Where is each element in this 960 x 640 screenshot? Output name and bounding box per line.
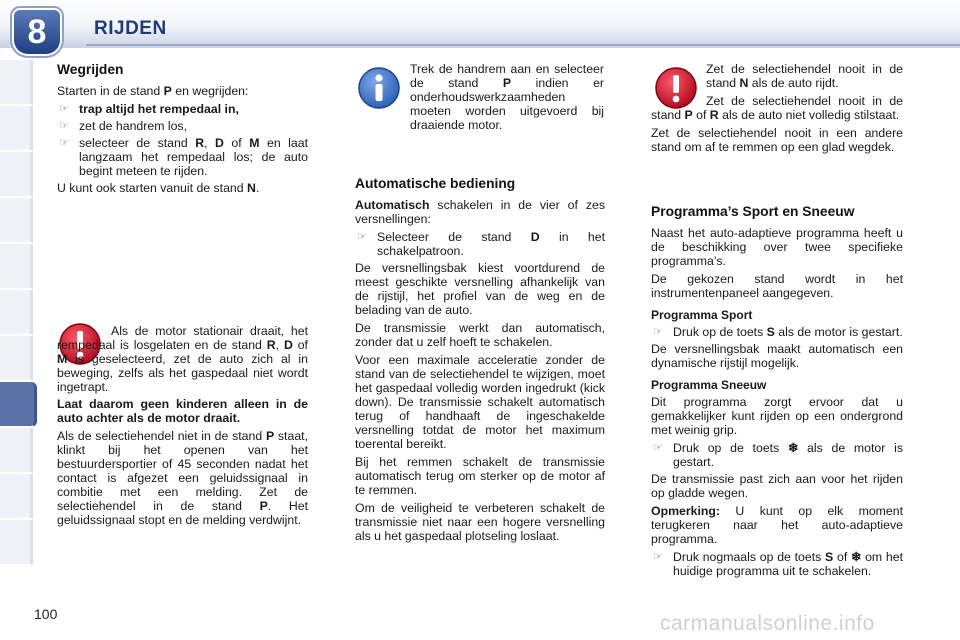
header-divider [86,44,960,46]
section-title-programmas: Programma’s Sport en Sneeuw [651,204,855,219]
pointing-hand-icon: ☞ [59,137,69,149]
info-paragraph: Trek de handrem aan en selecteer de stand P indien er onderhoudswerkzaamheden moeten worden uitgevoerd bij draaiende motor. [410,62,605,132]
page-number: 100 [34,606,58,622]
intro-paragraph: Starten in de stand P en wegrijden: [57,84,249,98]
middle-paragraph-6: Om de veiligheid te verbeteren schakelt de transmissie niet naar een hogere versnelling als u het gaspedaal plotseling loslaat. [355,501,605,543]
pointing-hand-icon: ☞ [653,326,663,338]
right-warning-3: Zet de selectiehendel nooit in een andere stand om af te remmen op een glad wegdek. [651,126,903,154]
side-tab-7[interactable] [0,336,33,381]
middle-paragraph-4: Voor een maximale acceleratie zonder de stand van de selectiehendel te wijzigen, moet het gaspedaal volledig worden ingedrukt (kick down). De transmissie schakelt automatisch terug of handhaaft de ingeschakelde versnelling totdat de motor het maximum toerental bereikt. [355,353,605,451]
right-warning-2: Zet de selectiehendel nooit in de stand P of R als de auto niet volledig stilstaat. [651,94,903,122]
pointing-hand-icon: ☞ [653,551,663,563]
right-warning-1: Zet de selectiehendel nooit in de stand N als de auto rijdt. [706,62,903,90]
middle-paragraph-2: De versnellingsbak kiest voortdurend de meest geschikte versnelling afhankelijk van de rijstijl, het profiel van de weg en de belading van de auto. [355,261,605,317]
subtitle-programma-sneeuw: Programma Sneeuw [651,378,767,392]
section-title-automatische-bediening: Automatische bediening [355,176,516,191]
right-warning-box [651,62,903,158]
side-tab-3[interactable] [0,152,33,197]
right-column [651,205,903,581]
section-title-wegrijden: Wegrijden [57,62,124,77]
warning-paragraph-3: Als de selectiehendel niet in de stand P staat, klinkt bij het openen van het bestuurdersportier of 45 seconden nadat het contact is afgezet een geluidssignaal in combitie met een melding. Zet de selectiehendel in de stand P. Het geluidssignaal stopt en de melding verdwijnt. [57,429,308,527]
side-tab-8-active[interactable] [0,382,37,427]
side-tab-4[interactable] [0,198,33,243]
bullet-item: ☞ zet de handrem los, [59,119,188,133]
subtitle-programma-sport: Programma Sport [651,308,753,322]
after-paragraph: U kunt ook starten vanuit de stand N. [57,181,260,195]
side-tab-9[interactable] [0,428,33,473]
warning-paragraph-bold: Laat daarom geen kinderen alleen in de auto achter als de motor draait. [57,397,308,425]
snow-paragraph: Dit programma zorgt ervoor dat u gemakkelijker kunt rijden op een ondergrond met weinig grip. [651,395,903,437]
middle-column [355,177,605,547]
sport-paragraph: De versnellingsbak maakt automatisch een dynamische rijstijl mogelijk. [651,342,903,370]
bullet-item: ☞ selecteer de stand R, D of M en laat langzaam het rempedaal los; de auto begint meteen te rijden. [59,136,309,178]
side-tab-10[interactable] [0,474,33,519]
chapter-number: 8 [27,13,47,51]
left-column [57,63,308,199]
middle-paragraph-1: Automatisch schakelen in de vier of zes versnellingen: [355,198,605,226]
bullet-item: ☞ Druk nogmaals op de toets S of ❄ om het huidige programma uit te schakelen. [653,550,904,578]
bullet-item: ☞ trap altijd het rempedaal in, [59,102,239,116]
side-tab-5[interactable] [0,244,33,289]
pointing-hand-icon: ☞ [653,442,663,454]
right-paragraph-1: Naast het auto-adaptieve programma heeft u de beschikking over twee specifieke programma’s. [651,226,903,268]
side-tab-11[interactable] [0,520,33,565]
chapter-badge [14,10,60,54]
chapter-title: RIJDEN [94,18,167,39]
bullet-item: ☞ Druk op de toets ❄ als de motor is gestart. [653,441,903,469]
left-warning-box [57,320,308,531]
bullet-item: ☞ Druk op de toets S als de motor is gestart. [653,325,903,339]
middle-paragraph-3: De transmissie werkt dan automatisch, zonder dat u zelf hoeft te schakelen. [355,321,605,349]
snowflake-icon: ❄ [787,441,799,455]
watermark-text: carmanualsonline.info [660,612,875,635]
pointing-hand-icon: ☞ [357,231,367,243]
side-tab-1[interactable] [0,60,33,105]
note-paragraph: Opmerking: U kunt op elk moment terugkeren naar het auto-adaptieve programma. [651,504,903,546]
snowflake-icon: ❄ [851,550,862,564]
side-tab-6[interactable] [0,290,33,335]
warning-paragraph-1: Als de motor stationair draait, het rempedaal is losgelaten en de stand R, D of M is geselecteerd, zet de auto zich al in beweging, zelfs als het gaspedaal niet wordt ingetrapt. [57,324,308,394]
side-tab-2[interactable] [0,106,33,151]
snow-paragraph-2: De transmissie past zich aan voor het rijden op gladde wegen. [651,472,903,500]
middle-paragraph-5: Bij het remmen schakelt de transmissie automatisch terug om sterker op de motor af te remmen. [355,455,605,497]
pointing-hand-icon: ☞ [59,103,69,115]
pointing-hand-icon: ☞ [59,120,69,132]
bullet-item: ☞ Selecteer de stand D in het schakelpatroon. [357,230,605,258]
right-paragraph-2: De gekozen stand wordt in het instrumentenpaneel aangegeven. [651,272,903,300]
middle-info-box [410,62,604,136]
info-icon [357,66,401,110]
